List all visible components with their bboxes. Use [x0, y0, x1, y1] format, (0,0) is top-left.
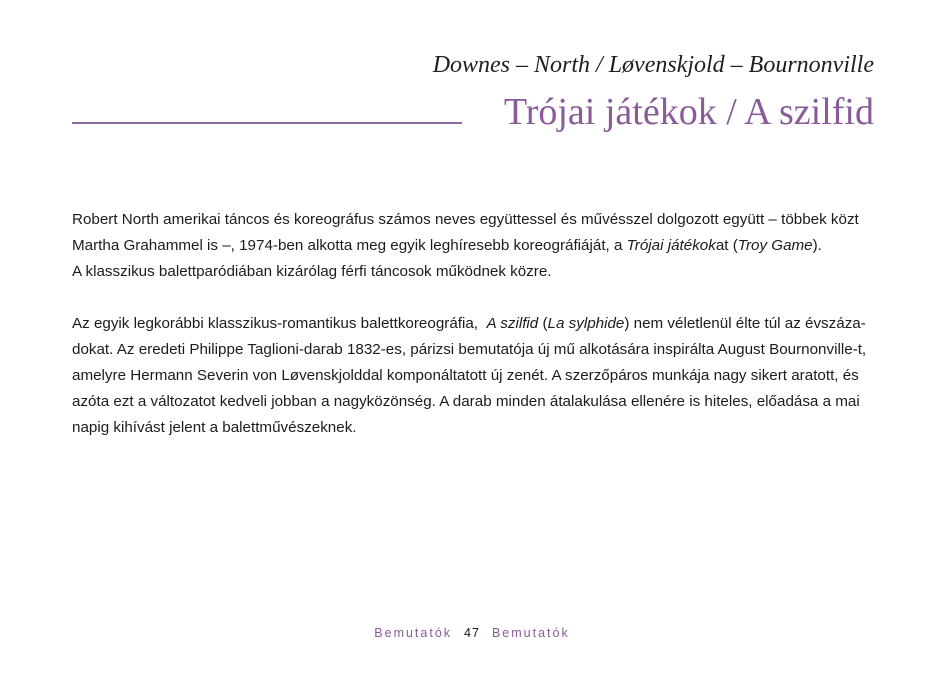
p1-l2-italic-title: Trójai játékok [626, 237, 716, 254]
paragraph-1-line-3: A klasszikus balettparódiában kizárólag férfi táncosok működnek közre. [72, 263, 552, 280]
p1-l2-text-e: ). [812, 237, 822, 254]
page-footer [0, 626, 944, 640]
page-number: 47 [464, 626, 480, 640]
paragraph-2 [72, 311, 872, 441]
paragraph-2-line-2: dokat. Az eredeti Philippe Taglioni-darab 1832-es, párizsi bemutatója új mű alkotására inspirálta August Bournonville-t, [72, 341, 867, 358]
paragraph-2-line-1 [72, 311, 872, 337]
paragraph-1 [72, 207, 872, 285]
p1-l2-text-c: at ( [715, 237, 738, 254]
paragraph-2-line-4: azóta ezt a változatot kedveli jobban a nagyközönség. A darab minden átalakulása ellenére is hiteles, előadása a mai [72, 393, 860, 410]
body-text [72, 207, 872, 467]
p2-l1-italic-title: A szilfid [486, 315, 539, 332]
footer-section-right: Bemutatók [491, 626, 570, 640]
p2-l1-italic-original-title: La sylphide [547, 315, 625, 332]
p1-l2-text-a: Martha Grahammel is –, 1974-ben alkotta meg egyik leghíresebb koreográfiáját, a [72, 237, 627, 254]
p2-l1-text-e: ) nem véletlenül élte túl az évszáza- [624, 315, 866, 332]
page-title: Trójai játékok / A szilfid [503, 91, 874, 133]
paragraph-2-line-5: napig kihívást jelent a balettművészeknek. [72, 419, 357, 436]
title-rule [72, 122, 462, 124]
header-subtitle: Downes – North / Løvenskjold – Bournonville [432, 52, 874, 78]
p1-l2-italic-original-title: Troy Game [737, 237, 813, 254]
p2-l1-text-a: Az egyik legkorábbi klasszikus-romantikus balettkoreográfia, [72, 315, 487, 332]
paragraph-1-line-1: Robert North amerikai táncos és koreográfus számos neves együttessel és művésszel dolgozott együtt – többek közt [72, 211, 859, 228]
paragraph-2-line-3: amelyre Hermann Severin von Løvenskjolddal komponáltatott új zenét. A szerzőpáros munkája nagy sikert aratott, és [72, 367, 859, 384]
paragraph-1-line-2 [72, 233, 872, 259]
p2-l1-text-c: ( [538, 315, 548, 332]
footer-section-left: Bemutatók [374, 626, 453, 640]
title-row [72, 90, 874, 134]
